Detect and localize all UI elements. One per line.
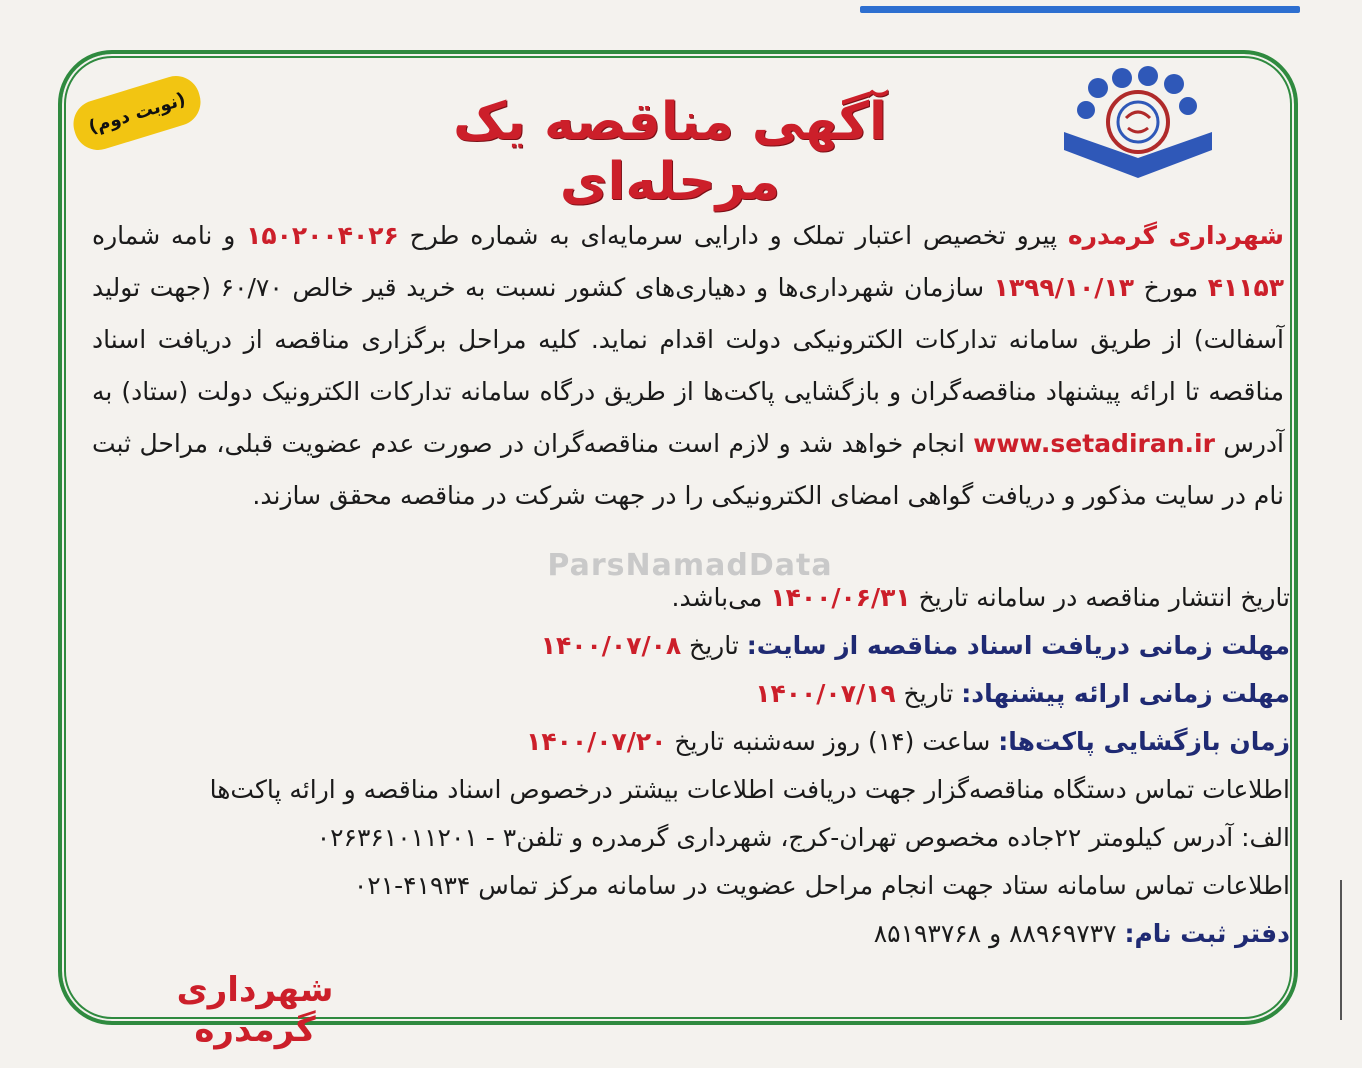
page-title: آگهی مناقصه یک مرحله‌ای (453, 92, 887, 212)
org-name: شهرداری گرمدره (1067, 221, 1284, 250)
publish-line: تاریخ انتشار مناقصه در سامانه تاریخ ۱۴۰۰/۰۶/۳۱ می‌باشد. (671, 583, 1290, 612)
letter-date: ۱۳۹۹/۱۰/۱۳ (993, 273, 1134, 302)
body-text-2: و نامه شماره (92, 221, 247, 250)
offer-deadline-label: مهلت زمانی ارائه پیشنهاد: (961, 679, 1290, 708)
municipality-logo-icon (1058, 60, 1218, 188)
letter-number: ۴۱۱۵۳ (1207, 273, 1284, 302)
doc-deadline-label: مهلت زمانی دریافت اسناد مناقصه از سایت: (746, 631, 1290, 660)
registry-label: دفتر ثبت نام: (1124, 919, 1290, 948)
contact-line-3: اطلاعات تماس سامانه ستاد جهت انجام مراحل عضویت در سامانه مرکز تماس ۴۱۹۳۴-۰۲۱ (353, 871, 1290, 900)
body-text-1: پیرو تخصیص اعتبار تملک و دارایی سرمایه‌ای به شماره طرح (398, 221, 1068, 250)
opening-label: زمان بازگشایی پاکت‌ها: (998, 727, 1290, 756)
website-link[interactable]: www.setadiran.ir (973, 429, 1215, 458)
publish-date: ۱۴۰۰/۰۶/۳۱ (770, 583, 911, 612)
body-text-5: انجام خواهد شد و لازم است مناقصه‌گران در صورت عدم عضویت قبلی، مراحل ثبت نام در سایت مذکور و دریافت گواهی امضای الکترونیکی را در جهت شرکت در مناقصه محقق سازند. (92, 429, 1284, 510)
doc-deadline-date: ۱۴۰۰/۰۷/۰۸ (540, 631, 682, 660)
body-text-4: سازمان شهرداری‌ها و دهیاری‌های کشور نسبت به خرید قیر خالص ۶۰/۷۰ (جهت تولید آسفالت) از طریق سامانه تدارکات الکترونیکی دولت اقدام نماید. کلیه مراحل برگزاری مناقصه از دریافت اسناد مناقصه تا ارائه پیشنهاد مناقصه‌گران و بازگشایی پاکت‌ها از طریق درگاه سامانه تدارکات الکترونیک دولت (ستاد) به آدرس (92, 273, 1285, 458)
contact-line-1: اطلاعات تماس دستگاه مناقصه‌گزار جهت دریافت اطلاعات بیشتر درخصوص اسناد مناقصه و ارائه پاکت‌ها (209, 775, 1290, 804)
offer-deadline-date: ۱۴۰۰/۰۷/۱۹ (755, 679, 896, 708)
body-text-3: مورخ (1133, 273, 1208, 302)
details-list (120, 574, 1290, 958)
watermark-text: ParsNamadData (547, 548, 833, 583)
notice-body (92, 210, 1284, 522)
round-badge: (نوبت دوم) (68, 70, 207, 156)
registry-line: دفتر ثبت نام: ۸۸۹۶۹۷۳۷ و ۸۵۱۹۳۷۶۸ (873, 919, 1290, 948)
contact-line-2: الف: آدرس کیلومتر ۲۲جاده مخصوص تهران-کرج، شهرداری گرمدره و تلفن۳ - ۰۲۶۳۶۱۰۱۱۲۰۱ (316, 823, 1290, 852)
signature: شهرداری گرمدره (176, 970, 334, 1050)
edge-mark (1340, 880, 1342, 1020)
plan-number: ۱۵۰۲۰۰۴۰۲۶ (246, 221, 399, 250)
top-accent-line (860, 6, 1300, 13)
doc-deadline-line: مهلت زمانی دریافت اسناد مناقصه از سایت: تاریخ ۱۴۰۰/۰۷/۰۸ (540, 631, 1290, 660)
opening-date: ۱۴۰۰/۰۷/۲۰ (526, 727, 667, 756)
opening-line: زمان بازگشایی پاکت‌ها: ساعت (۱۴) روز سه‌شنبه تاریخ ۱۴۰۰/۰۷/۲۰ (526, 727, 1290, 756)
offer-deadline-line: مهلت زمانی ارائه پیشنهاد: تاریخ ۱۴۰۰/۰۷/۱۹ (755, 679, 1290, 708)
